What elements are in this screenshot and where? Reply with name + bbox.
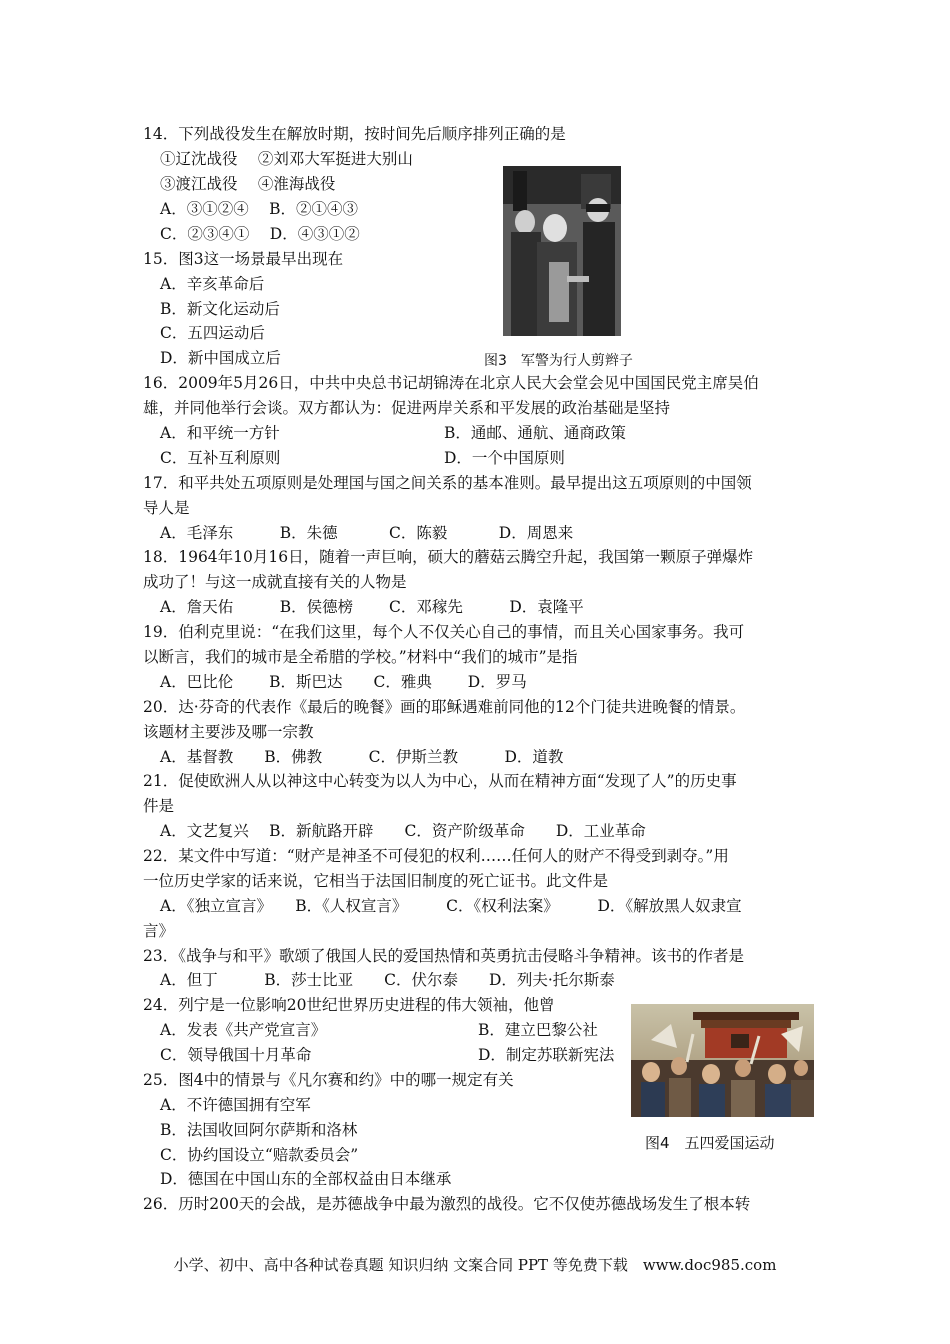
q16-option-b: B．通邮、通航、通商政策 [444,424,626,442]
q14-options-cd: C．②③④① D．④③①② [160,225,360,243]
q15-option-c: C．五四运动后 [160,324,265,342]
q25-option-b: B．法国收回阿尔萨斯和洛林 [160,1121,358,1139]
q17-stem-line2: 导人是 [143,499,190,517]
q18-stem-line2: 成功了！与这一成就直接有关的人物是 [143,573,407,591]
q26-stem-line1: 26．历时200天的会战，是苏德战争中最为激烈的战役。它不仅使苏德战场发生了根本转 [143,1195,751,1213]
q20-options: A．基督教 B．佛教 C．伊斯兰教 D．道教 [160,748,564,766]
q14-items-b: ③渡江战役 ④淮海战役 [160,175,336,193]
figure-3-photo [503,166,621,336]
figure-4-painting [631,1004,814,1117]
q24-option-d: D．制定苏联新宪法 [478,1046,615,1064]
q22-options-wrap: 言》 [143,922,175,940]
q21-options: A．文艺复兴 B．新航路开辟 C．资产阶级革命 D．工业革命 [160,822,646,840]
q18-options: A．詹天佑 B．侯德榜 C．邓稼先 D．袁隆平 [160,598,584,616]
q17-stem-line1: 17．和平共处五项原则是处理国与国之间关系的基本准则。最早提出这五项原则的中国领 [143,474,752,492]
q16-option-d: D．一个中国原则 [444,449,565,467]
q16-option-c: C．互补互利原则 [160,449,281,467]
q17-options: A．毛泽东 B．朱德 C．陈毅 D．周恩来 [160,524,574,542]
q15-option-a: A．辛亥革命后 [160,275,265,293]
q22-stem-line1: 22．某文件中写道：“财产是神圣不可侵犯的权利……任何人的财产不得受到剥夺。”用 [143,847,729,865]
q24-stem: 24．列宁是一位影响20世纪世界历史进程的伟大领袖，他曾 [143,996,555,1014]
q14-stem: 14．下列战役发生在解放时期，按时间先后顺序排列正确的是 [143,125,566,143]
q22-options: A．《独立宣言》 B．《人权宣言》 C．《权利法案》 D．《解放黑人奴隶宣 [160,897,742,915]
q20-stem-line2: 该题材主要涉及哪一宗教 [143,723,314,741]
q14-items-a: ①辽沈战役 ②刘邓大军挺进大别山 [160,150,413,168]
q22-stem-line2: 一位历史学家的话来说，它相当于法国旧制度的死亡证书。此文件是 [143,872,609,890]
q15-stem: 15．图3这一场景最早出现在 [143,250,344,268]
q24-option-a: A．发表《共产党宣言》 [160,1021,327,1039]
q19-stem-line2: 以断言，我们的城市是全希腊的学校。”材料中“我们的城市”是指 [143,648,578,666]
q24-option-c: C．领导俄国十月革命 [160,1046,312,1064]
q14-options-ab: A．③①②④ B．②①④③ [160,200,359,218]
q21-stem-line2: 件是 [143,797,175,815]
q18-stem-line1: 18．1964年10月16日，随着一声巨响，硕大的蘑菇云腾空升起，我国第一颗原子弹爆炸 [143,548,754,566]
q25-option-c: C．协约国设立“赔款委员会” [160,1146,359,1164]
q19-options: A．巴比伦 B．斯巴达 C．雅典 D．罗马 [160,673,527,691]
q16-stem-line2: 雄，并同他举行会谈。双方都认为：促进两岸关系和平发展的政治基础是坚持 [143,399,671,417]
q16-option-a: A．和平统一方针 [160,424,280,442]
q15-option-d: D．新中国成立后 [160,349,281,367]
q19-stem-line1: 19．伯利克里说：“在我们这里，每个人不仅关心自己的事情，而且关心国家事务。我可 [143,623,745,641]
q24-option-b: B．建立巴黎公社 [478,1021,598,1039]
q23-stem: 23．《战争与和平》歌颂了俄国人民的爱国热情和英勇抗击侵略斗争精神。该书的作者是 [143,947,744,965]
q23-options: A．但丁 B．莎士比亚 C．伏尔泰 D．列夫·托尔斯泰 [160,971,615,989]
page-footer: 小学、初中、高中各种试卷真题 知识归纳 文案合同 PPT 等免费下载 www.doc985.com [173,1256,777,1274]
q16-stem-line1: 16．2009年5月26日，中共中央总书记胡锦涛在北京人民大会堂会见中国国民党主席吴伯 [143,374,759,392]
q20-stem-line1: 20．达·芬奇的代表作《最后的晚餐》画的耶稣遇难前同他的12个门徒共进晚餐的情景。 [143,698,746,716]
q15-option-b: B．新文化运动后 [160,300,280,318]
figure-3-caption: 图3 军警为行人剪辫子 [484,353,633,369]
q25-option-a: A．不许德国拥有空军 [160,1096,311,1114]
q21-stem-line1: 21．促使欧洲人从以神这中心转变为以人为中心，从而在精神方面“发现了人”的历史事 [143,772,737,790]
q25-stem: 25．图4中的情景与《凡尔赛和约》中的哪一规定有关 [143,1071,514,1089]
figure-4-caption: 图4 五四爱国运动 [645,1134,775,1152]
q25-option-d: D．德国在中国山东的全部权益由日本继承 [160,1170,452,1188]
